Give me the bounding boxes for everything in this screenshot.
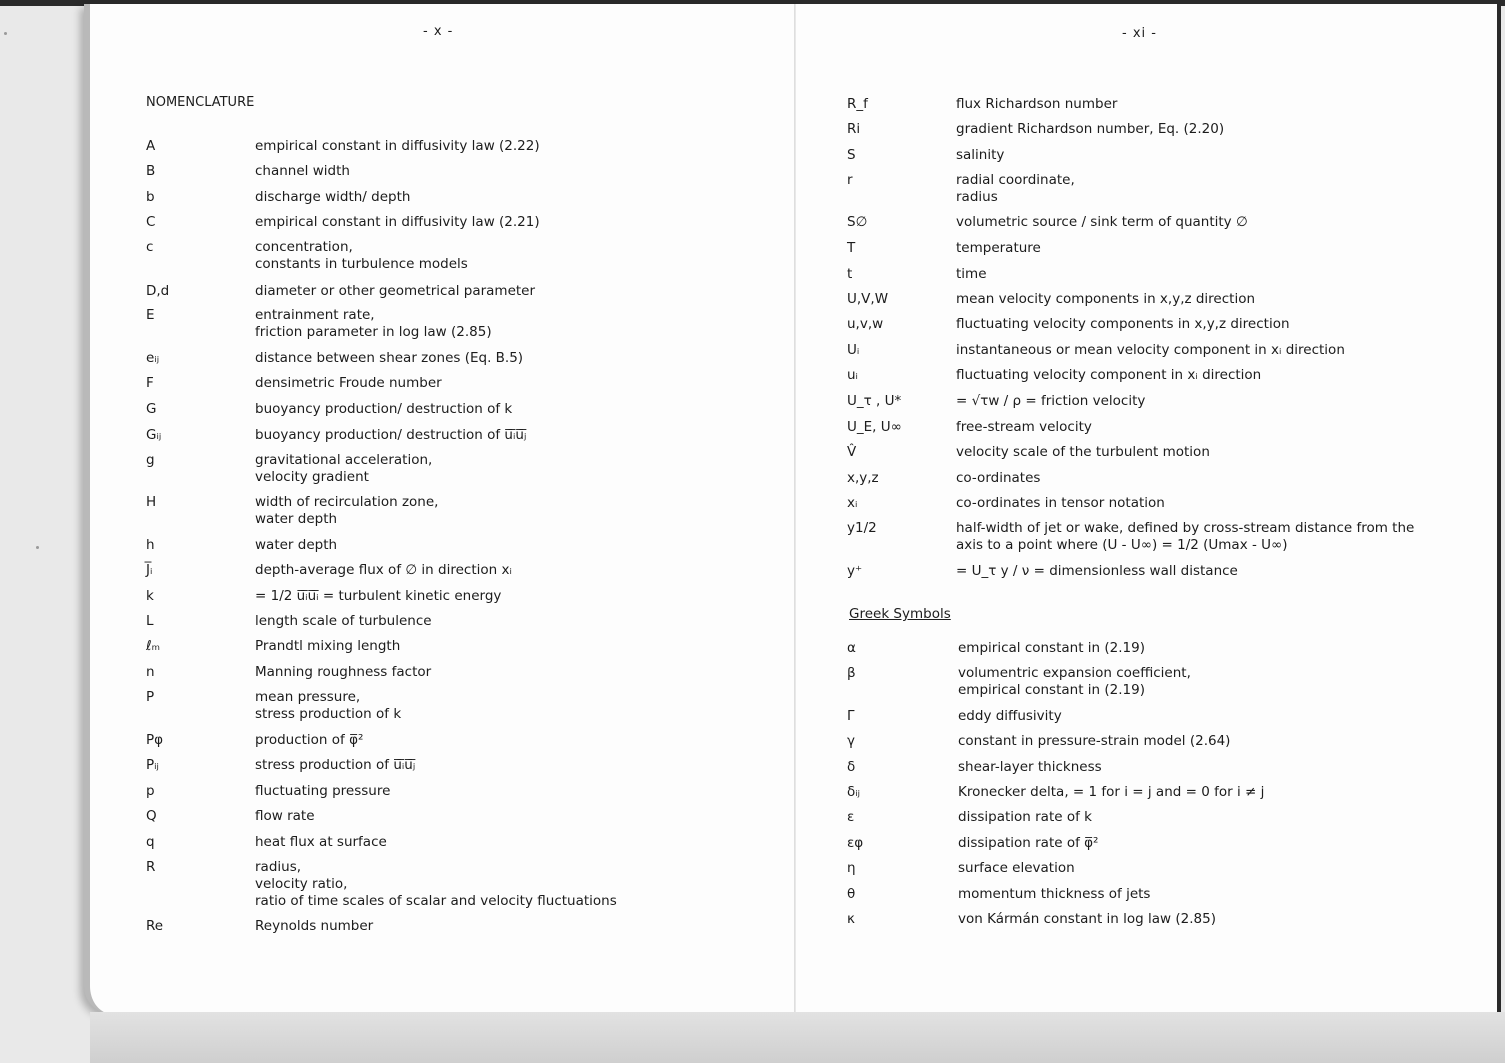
nomenclature-definition (956, 342, 1345, 359)
definition-line: axis to a point where (U - U∞) = 1/2 (Umax - U∞) (956, 537, 1288, 553)
nomenclature-symbol: P (146, 689, 155, 705)
nomenclature-definition (958, 911, 1216, 928)
definition-line: Reynolds number (255, 918, 374, 934)
nomenclature-symbol: Γ (847, 708, 855, 724)
definition-line: Kronecker delta, = 1 for i = j and = 0 for i ≠ j (958, 784, 1265, 800)
definition-line: constant in pressure-strain model (2.64) (958, 733, 1231, 749)
definition-line: velocity scale of the turbulent motion (956, 444, 1210, 460)
nomenclature-symbol: Uᵢ (847, 342, 860, 358)
definition-line: volumetric source / sink term of quantity ∅ (956, 214, 1248, 230)
definition-line: = 1/2 u̅ᵢ̅u̅ᵢ̅ = turbulent kinetic energy (255, 588, 502, 604)
definition-line: empirical constant in (2.19) (958, 682, 1145, 698)
nomenclature-symbol: T (847, 240, 856, 256)
definition-line: production of φ̅² (255, 732, 364, 748)
nomenclature-definition (255, 918, 373, 935)
definition-line: empirical constant in diffusivity law (2.22) (255, 138, 540, 154)
nomenclature-definition (255, 494, 438, 528)
nomenclature-symbol: ε (847, 809, 855, 825)
nomenclature-definition (255, 537, 337, 554)
nomenclature-symbol: Re (146, 918, 164, 934)
definition-line: co-ordinates in tensor notation (956, 495, 1165, 511)
nomenclature-definition (255, 214, 540, 231)
nomenclature-symbol: δ (847, 759, 856, 775)
nomenclature-symbol: k (146, 588, 154, 604)
nomenclature-symbol: E (146, 307, 155, 323)
nomenclature-definition (255, 588, 501, 605)
nomenclature-definition (956, 240, 1041, 257)
nomenclature-definition (956, 121, 1224, 138)
nomenclature-symbol: β (847, 665, 856, 681)
nomenclature-symbol: Pφ (146, 732, 164, 748)
nomenclature-symbol: η (847, 860, 856, 876)
nomenclature-symbol: y⁺ (847, 563, 863, 579)
definition-line: von Kármán constant in log law (2.85) (958, 911, 1216, 927)
definition-line: half-width of jet or wake, defined by cross-stream distance from the (956, 520, 1415, 536)
nomenclature-symbol: V̂ (847, 444, 857, 460)
definition-line: stress production of k (255, 706, 402, 722)
nomenclature-symbol: Pᵢⱼ (146, 757, 159, 773)
definition-line: = √τw / ρ = friction velocity (956, 393, 1146, 409)
definition-line: empirical constant in diffusivity law (2.21) (255, 214, 540, 230)
nomenclature-definition (956, 172, 1075, 206)
nomenclature-definition (255, 401, 512, 418)
nomenclature-definition (255, 783, 390, 800)
nomenclature-symbol: A (146, 138, 156, 154)
nomenclature-heading: NOMENCLATURE (146, 95, 255, 110)
definition-line: fluctuating pressure (255, 783, 391, 799)
nomenclature-symbol: U_E, U∞ (847, 419, 902, 435)
definition-line: fluctuating velocity components in x,y,z direction (956, 316, 1290, 332)
nomenclature-symbol: xᵢ (847, 495, 858, 511)
nomenclature-symbol: α (847, 640, 856, 656)
nomenclature-definition (956, 470, 1040, 487)
definition-line: Prandtl mixing length (255, 638, 401, 654)
nomenclature-symbol: r (847, 172, 853, 188)
nomenclature-symbol: κ (847, 911, 855, 927)
nomenclature-symbol: g (146, 452, 155, 468)
definition-line: velocity ratio, (255, 876, 348, 892)
nomenclature-symbol: Ri (847, 121, 861, 137)
nomenclature-definition (255, 283, 535, 300)
definition-line: buoyancy production/ destruction of k (255, 401, 513, 417)
nomenclature-definition (255, 307, 492, 341)
nomenclature-definition (255, 427, 526, 444)
nomenclature-definition (956, 563, 1238, 580)
nomenclature-symbol: εφ (847, 835, 864, 851)
definition-line: temperature (956, 240, 1041, 256)
nomenclature-definition (958, 809, 1092, 826)
definition-line: mean velocity components in x,y,z direction (956, 291, 1256, 307)
definition-line: channel width (255, 163, 350, 179)
definition-line: friction parameter in log law (2.85) (255, 324, 492, 340)
nomenclature-definition (956, 96, 1117, 113)
nomenclature-definition (956, 147, 1004, 164)
definition-line: mean pressure, (255, 689, 361, 705)
definition-line: length scale of turbulence (255, 613, 432, 629)
definition-line: volumentric expansion coefficient, (958, 665, 1191, 681)
nomenclature-symbol: p (146, 783, 155, 799)
nomenclature-definition (255, 732, 363, 749)
definition-line: stress production of u̅ᵢ̅u̅ⱼ̅ (255, 757, 416, 773)
nomenclature-definition (255, 239, 468, 273)
definition-line: fluctuating velocity component in xᵢ direction (956, 367, 1262, 383)
definition-line: empirical constant in (2.19) (958, 640, 1145, 656)
nomenclature-symbol: D,d (146, 283, 170, 299)
definition-line: velocity gradient (255, 469, 369, 485)
nomenclature-symbol: u,v,w (847, 316, 884, 332)
definition-line: momentum thickness of jets (958, 886, 1151, 902)
nomenclature-definition (255, 859, 617, 910)
nomenclature-definition (956, 266, 987, 283)
nomenclature-symbol: ℓₘ (146, 638, 160, 654)
nomenclature-symbol: h (146, 537, 155, 553)
nomenclature-symbol: R_f (847, 96, 868, 112)
nomenclature-symbol: q (146, 834, 155, 850)
definition-line: water depth (255, 511, 338, 527)
scan-bottom-edge (90, 1012, 1505, 1063)
nomenclature-symbol: y1/2 (847, 520, 877, 536)
definition-line: width of recirculation zone, (255, 494, 439, 510)
definition-line: water depth (255, 537, 338, 553)
definition-line: diameter or other geometrical parameter (255, 283, 536, 299)
nomenclature-symbol: S (847, 147, 856, 163)
nomenclature-symbol: c (146, 239, 154, 255)
nomenclature-definition (255, 375, 442, 392)
nomenclature-symbol: δᵢⱼ (847, 784, 861, 800)
definition-line: depth-average flux of ∅ in direction xᵢ (255, 562, 512, 578)
nomenclature-definition (956, 291, 1255, 308)
definition-line: ratio of time scales of scalar and velocity fluctuations (255, 893, 617, 909)
definition-line: radius (956, 189, 998, 205)
nomenclature-symbol: eᵢⱼ (146, 350, 160, 366)
definition-line: Manning roughness factor (255, 664, 432, 680)
nomenclature-definition (255, 613, 432, 630)
definition-line: time (956, 266, 987, 282)
definition-line: salinity (956, 147, 1005, 163)
nomenclature-definition (255, 757, 415, 774)
nomenclature-symbol: n (146, 664, 155, 680)
nomenclature-symbol: x,y,z (847, 470, 879, 486)
nomenclature-symbol: L (146, 613, 154, 629)
nomenclature-definition (255, 638, 400, 655)
page-number-left: - x - (423, 24, 454, 39)
nomenclature-definition (255, 163, 350, 180)
nomenclature-definition (956, 419, 1092, 436)
definition-line: dissipation rate of k (958, 809, 1092, 825)
nomenclature-definition (956, 520, 1414, 554)
nomenclature-symbol: U,V,W (847, 291, 889, 307)
definition-line: dissipation rate of φ̅² (958, 835, 1099, 851)
nomenclature-definition (958, 886, 1150, 903)
nomenclature-definition (956, 495, 1165, 512)
definition-line: radial coordinate, (956, 172, 1075, 188)
nomenclature-definition (958, 708, 1062, 725)
nomenclature-symbol: S∅ (847, 214, 868, 230)
nomenclature-definition (958, 835, 1098, 852)
nomenclature-symbol: Q (146, 808, 157, 824)
nomenclature-definition (255, 808, 315, 825)
definition-line: constants in turbulence models (255, 256, 468, 272)
nomenclature-definition (958, 784, 1264, 801)
nomenclature-symbol: Gᵢⱼ (146, 427, 162, 443)
nomenclature-symbol: J̅ᵢ (146, 562, 153, 578)
nomenclature-definition (956, 367, 1261, 384)
nomenclature-symbol: H (146, 494, 157, 510)
nomenclature-definition (255, 189, 410, 206)
definition-line: free-stream velocity (956, 419, 1092, 435)
nomenclature-symbol: γ (847, 733, 855, 749)
nomenclature-definition (956, 444, 1210, 461)
definition-line: concentration, (255, 239, 353, 255)
nomenclature-definition (958, 759, 1102, 776)
nomenclature-symbol: F (146, 375, 154, 391)
nomenclature-definition (956, 393, 1145, 410)
nomenclature-definition (956, 214, 1248, 231)
definition-line: co-ordinates (956, 470, 1041, 486)
nomenclature-definition (255, 350, 523, 367)
nomenclature-definition (956, 316, 1290, 333)
nomenclature-symbol: R (146, 859, 156, 875)
nomenclature-definition (255, 138, 540, 155)
nomenclature-symbol: θ (847, 886, 856, 902)
definition-line: flux Richardson number (956, 96, 1118, 112)
definition-line: instantaneous or mean velocity component in xᵢ direction (956, 342, 1345, 358)
nomenclature-definition (255, 834, 387, 851)
definition-line: heat flux at surface (255, 834, 387, 850)
nomenclature-symbol: B (146, 163, 156, 179)
definition-line: entrainment rate, (255, 307, 375, 323)
definition-line: surface elevation (958, 860, 1075, 876)
nomenclature-definition (255, 689, 401, 723)
nomenclature-symbol: t (847, 266, 853, 282)
nomenclature-symbol: G (146, 401, 157, 417)
nomenclature-definition (958, 733, 1230, 750)
definition-line: radius, (255, 859, 302, 875)
definition-line: gravitational acceleration, (255, 452, 433, 468)
greek-symbols-heading: Greek Symbols (849, 606, 951, 622)
nomenclature-definition (958, 640, 1145, 657)
definition-line: flow rate (255, 808, 315, 824)
definition-line: buoyancy production/ destruction of u̅ᵢ̅u̅ⱼ̅ (255, 427, 527, 443)
nomenclature-symbol: U_τ , U* (847, 393, 902, 409)
definition-line: shear-layer thickness (958, 759, 1102, 775)
scan-speck (4, 32, 7, 35)
nomenclature-definition (255, 562, 512, 579)
definition-line: distance between shear zones (Eq. B.5) (255, 350, 524, 366)
nomenclature-symbol: C (146, 214, 156, 230)
nomenclature-definition (255, 452, 432, 486)
nomenclature-definition (958, 665, 1191, 699)
definition-line: discharge width/ depth (255, 189, 411, 205)
nomenclature-definition (958, 860, 1075, 877)
nomenclature-definition (255, 664, 431, 681)
nomenclature-symbol: uᵢ (847, 367, 858, 383)
nomenclature-symbol: b (146, 189, 155, 205)
definition-line: eddy diffusivity (958, 708, 1062, 724)
scan-speck (36, 546, 39, 549)
definition-line: = U_τ y / ν = dimensionless wall distance (956, 563, 1238, 579)
page-number-right: - xi - (1122, 26, 1157, 41)
definition-line: gradient Richardson number, Eq. (2.20) (956, 121, 1225, 137)
definition-line: densimetric Froude number (255, 375, 442, 391)
